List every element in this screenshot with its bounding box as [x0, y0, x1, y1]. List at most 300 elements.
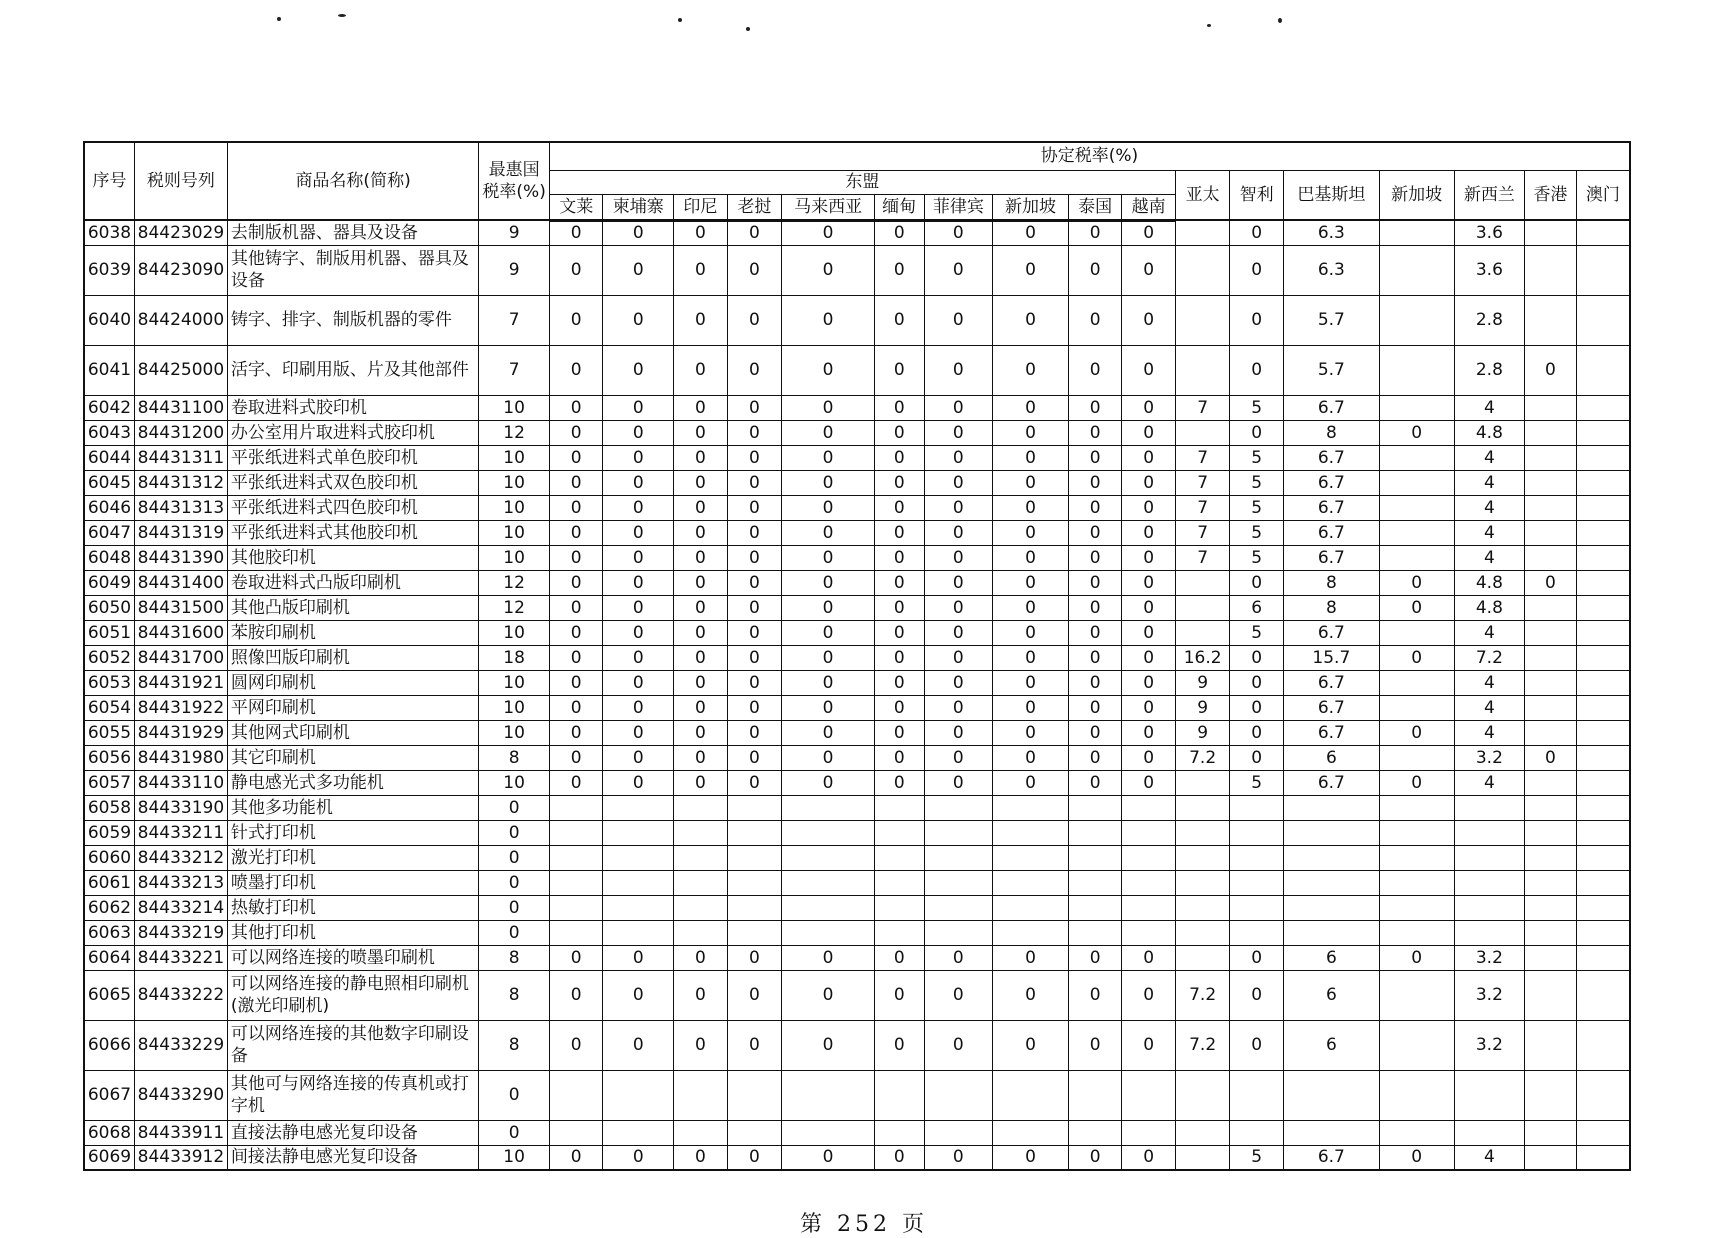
- cell-agreement-rate: 0: [1379, 945, 1454, 970]
- cell-seq: 6058: [84, 795, 134, 820]
- cell-agreement-rate: 5: [1230, 545, 1284, 570]
- cell-mfn: 12: [479, 595, 550, 620]
- cell-agreement-rate: [1576, 495, 1630, 520]
- cell-asean-rate: 0: [549, 970, 603, 1020]
- cell-asean-rate: 0: [924, 670, 993, 695]
- cell-agreement-rate: [1454, 845, 1525, 870]
- table-row: [84, 295, 1630, 345]
- cell-agreement-rate: [1576, 645, 1630, 670]
- cell-mfn: 0: [479, 870, 550, 895]
- cell-agreement-rate: [1379, 745, 1454, 770]
- cell-agreement-rate: [1525, 245, 1576, 295]
- cell-asean-rate: 0: [1068, 945, 1122, 970]
- table-row: [84, 820, 1630, 845]
- cell-asean-rate: [727, 820, 782, 845]
- cell-asean-rate: 0: [875, 245, 924, 295]
- cell-asean-rate: 0: [924, 420, 993, 445]
- cell-asean-rate: 0: [782, 620, 875, 645]
- cell-agreement-rate: 6.7: [1283, 395, 1379, 420]
- cell-asean-rate: [782, 820, 875, 845]
- cell-asean-rate: 0: [727, 945, 782, 970]
- cell-agreement-rate: 0: [1230, 670, 1284, 695]
- cell-mfn: 9: [479, 245, 550, 295]
- table-row: [84, 1120, 1630, 1145]
- cell-agreement-rate: [1576, 1020, 1630, 1070]
- cell-name: 其他可与网络连接的传真机或打字机: [227, 1070, 478, 1120]
- cell-asean-rate: 0: [549, 295, 603, 345]
- cell-asean-rate: 0: [875, 470, 924, 495]
- cell-agreement-rate: 3.6: [1454, 245, 1525, 295]
- cell-agreement-rate: 9: [1175, 695, 1230, 720]
- cell-asean-rate: 0: [1068, 645, 1122, 670]
- cell-seq: 6042: [84, 395, 134, 420]
- cell-agreement-rate: 0: [1230, 695, 1284, 720]
- cell-agreement-rate: [1525, 295, 1576, 345]
- cell-asean-rate: [875, 895, 924, 920]
- cell-agreement-rate: 8: [1283, 570, 1379, 595]
- cell-asean-rate: 0: [1122, 645, 1176, 670]
- cell-asean-rate: [549, 1070, 603, 1120]
- cell-asean-rate: 0: [603, 970, 674, 1020]
- cell-asean-rate: 0: [875, 745, 924, 770]
- cell-agreement-rate: 5: [1230, 770, 1284, 795]
- cell-agreement-rate: 6.7: [1283, 620, 1379, 645]
- cell-asean-rate: 0: [1122, 470, 1176, 495]
- cell-asean-rate: [603, 895, 674, 920]
- table-row: [84, 445, 1630, 470]
- cell-asean-rate: 0: [603, 420, 674, 445]
- cell-asean-rate: [875, 920, 924, 945]
- cell-agreement-rate: [1525, 420, 1576, 445]
- cell-code: 84431921: [134, 670, 227, 695]
- cell-agreement-rate: 0: [1230, 970, 1284, 1020]
- cell-asean-rate: 0: [875, 420, 924, 445]
- cell-agreement-rate: [1576, 895, 1630, 920]
- cell-asean-rate: 0: [727, 395, 782, 420]
- cell-name: 去制版机器、器具及设备: [227, 220, 478, 245]
- cell-asean-rate: 0: [603, 670, 674, 695]
- cell-asean-rate: [727, 895, 782, 920]
- cell-agreement-rate: 5: [1230, 470, 1284, 495]
- cell-name: 苯胺印刷机: [227, 620, 478, 645]
- cell-asean-rate: 0: [993, 1145, 1069, 1170]
- cell-asean-rate: [1122, 870, 1176, 895]
- cell-asean-rate: 0: [1068, 445, 1122, 470]
- table-row: [84, 595, 1630, 620]
- cell-seq: 6050: [84, 595, 134, 620]
- cell-agreement-rate: [1175, 795, 1230, 820]
- cell-agreement-rate: [1379, 1070, 1454, 1120]
- cell-asean-rate: 0: [1068, 220, 1122, 245]
- cell-asean-rate: 0: [1122, 695, 1176, 720]
- cell-asean-rate: 0: [603, 545, 674, 570]
- cell-asean-rate: [549, 845, 603, 870]
- cell-agreement-rate: [1175, 420, 1230, 445]
- cell-asean-rate: [782, 920, 875, 945]
- cell-seq: 6047: [84, 520, 134, 545]
- scan-speck: [1278, 18, 1282, 23]
- cell-agreement-rate: [1175, 770, 1230, 795]
- cell-agreement-rate: 6: [1283, 745, 1379, 770]
- cell-asean-rate: 0: [782, 745, 875, 770]
- cell-asean-rate: 0: [993, 570, 1069, 595]
- cell-asean-rate: 0: [1122, 945, 1176, 970]
- cell-asean-rate: 0: [1122, 570, 1176, 595]
- cell-agreement-rate: [1454, 895, 1525, 920]
- cell-asean-rate: 0: [993, 220, 1069, 245]
- cell-code: 84431980: [134, 745, 227, 770]
- cell-agreement-rate: [1283, 895, 1379, 920]
- cell-asean-rate: 0: [603, 1145, 674, 1170]
- cell-agreement-rate: [1525, 620, 1576, 645]
- cell-agreement-rate: 3.2: [1454, 1020, 1525, 1070]
- table-row: [84, 720, 1630, 745]
- cell-name: 可以网络连接的其他数字印刷设备: [227, 1020, 478, 1070]
- cell-asean-rate: 0: [993, 395, 1069, 420]
- cell-agreement-rate: [1379, 695, 1454, 720]
- cell-agreement-rate: [1175, 820, 1230, 845]
- header-other: 巴基斯坦: [1283, 170, 1379, 220]
- cell-seq: 6055: [84, 720, 134, 745]
- cell-agreement-rate: [1525, 970, 1576, 1020]
- cell-seq: 6064: [84, 945, 134, 970]
- cell-code: 84431929: [134, 720, 227, 745]
- cell-asean-rate: [603, 795, 674, 820]
- scan-speck: [678, 18, 682, 22]
- cell-agreement-rate: [1525, 720, 1576, 745]
- cell-asean-rate: 0: [727, 745, 782, 770]
- cell-asean-rate: 0: [603, 295, 674, 345]
- cell-asean-rate: 0: [727, 695, 782, 720]
- cell-asean-rate: 0: [1122, 620, 1176, 645]
- cell-agreement-rate: 6.7: [1283, 470, 1379, 495]
- cell-agreement-rate: [1175, 1070, 1230, 1120]
- cell-asean-rate: 0: [1068, 745, 1122, 770]
- cell-asean-rate: 0: [674, 770, 728, 795]
- cell-mfn: 0: [479, 1120, 550, 1145]
- cell-mfn: 10: [479, 520, 550, 545]
- header-other: 智利: [1230, 170, 1284, 220]
- cell-agreement-rate: [1454, 1070, 1525, 1120]
- cell-name: 平张纸进料式其他胶印机: [227, 520, 478, 545]
- cell-asean-rate: 0: [924, 620, 993, 645]
- cell-asean-rate: 0: [924, 520, 993, 545]
- cell-agreement-rate: 4: [1454, 695, 1525, 720]
- cell-agreement-rate: [1175, 345, 1230, 395]
- cell-mfn: 8: [479, 945, 550, 970]
- cell-agreement-rate: [1230, 1120, 1284, 1145]
- cell-asean-rate: 0: [875, 295, 924, 345]
- cell-agreement-rate: 7: [1175, 545, 1230, 570]
- header-asean: 东盟: [549, 170, 1175, 194]
- cell-asean-rate: [674, 820, 728, 845]
- cell-code: 84433222: [134, 970, 227, 1020]
- table-row: [84, 695, 1630, 720]
- cell-agreement-rate: [1230, 870, 1284, 895]
- header-asean-member: 菲律宾: [924, 194, 993, 220]
- cell-name: 喷墨打印机: [227, 870, 478, 895]
- header-other: 澳门: [1576, 170, 1630, 220]
- cell-asean-rate: 0: [674, 670, 728, 695]
- cell-asean-rate: 0: [1068, 595, 1122, 620]
- page-number: 第 252 页: [800, 1212, 928, 1237]
- cell-asean-rate: [782, 1070, 875, 1120]
- cell-asean-rate: [875, 845, 924, 870]
- cell-asean-rate: 0: [603, 695, 674, 720]
- cell-asean-rate: 0: [924, 570, 993, 595]
- cell-asean-rate: 0: [603, 220, 674, 245]
- cell-name: 其它印刷机: [227, 745, 478, 770]
- cell-name: 静电感光式多功能机: [227, 770, 478, 795]
- cell-agreement-rate: 6: [1283, 945, 1379, 970]
- cell-agreement-rate: 15.7: [1283, 645, 1379, 670]
- cell-agreement-rate: [1454, 920, 1525, 945]
- cell-asean-rate: 0: [875, 770, 924, 795]
- header-seq: 序号: [84, 142, 134, 220]
- cell-asean-rate: 0: [549, 645, 603, 670]
- cell-asean-rate: 0: [1122, 545, 1176, 570]
- cell-agreement-rate: [1230, 820, 1284, 845]
- cell-asean-rate: 0: [603, 645, 674, 670]
- cell-seq: 6046: [84, 495, 134, 520]
- cell-agreement-rate: 4: [1454, 445, 1525, 470]
- cell-agreement-rate: [1525, 695, 1576, 720]
- cell-agreement-rate: 5: [1230, 445, 1284, 470]
- cell-asean-rate: 0: [674, 595, 728, 620]
- cell-agreement-rate: [1576, 920, 1630, 945]
- cell-seq: 6038: [84, 220, 134, 245]
- cell-agreement-rate: 6.7: [1283, 520, 1379, 545]
- cell-asean-rate: 0: [1068, 245, 1122, 295]
- cell-agreement-rate: [1576, 245, 1630, 295]
- cell-asean-rate: 0: [674, 620, 728, 645]
- cell-asean-rate: 0: [875, 645, 924, 670]
- cell-agreement-rate: 5: [1230, 620, 1284, 645]
- cell-asean-rate: 0: [782, 495, 875, 520]
- cell-asean-rate: [875, 795, 924, 820]
- cell-asean-rate: 0: [549, 670, 603, 695]
- cell-agreement-rate: [1576, 470, 1630, 495]
- cell-asean-rate: 0: [727, 445, 782, 470]
- cell-agreement-rate: 6.7: [1283, 670, 1379, 695]
- cell-agreement-rate: 6: [1230, 595, 1284, 620]
- cell-agreement-rate: 7.2: [1175, 1020, 1230, 1070]
- cell-agreement-rate: 0: [1525, 345, 1576, 395]
- cell-agreement-rate: 0: [1230, 945, 1284, 970]
- header-asean-member: 新加坡: [993, 194, 1069, 220]
- cell-agreement-rate: [1379, 495, 1454, 520]
- cell-asean-rate: 0: [1068, 395, 1122, 420]
- cell-asean-rate: 0: [549, 1020, 603, 1070]
- cell-agreement-rate: 6: [1283, 1020, 1379, 1070]
- cell-agreement-rate: [1576, 295, 1630, 345]
- cell-asean-rate: 0: [993, 670, 1069, 695]
- cell-code: 84431600: [134, 620, 227, 645]
- cell-agreement-rate: 0: [1230, 220, 1284, 245]
- cell-agreement-rate: 0: [1379, 1145, 1454, 1170]
- cell-agreement-rate: [1379, 920, 1454, 945]
- cell-name: 办公室用片取进料式胶印机: [227, 420, 478, 445]
- cell-agreement-rate: [1576, 720, 1630, 745]
- cell-mfn: 7: [479, 295, 550, 345]
- cell-asean-rate: 0: [549, 545, 603, 570]
- cell-asean-rate: 0: [1068, 470, 1122, 495]
- cell-asean-rate: 0: [674, 1020, 728, 1070]
- cell-agreement-rate: [1379, 895, 1454, 920]
- table-row: [84, 970, 1630, 1020]
- cell-asean-rate: 0: [549, 945, 603, 970]
- table-header: [84, 142, 1630, 220]
- header-asean-member: 泰国: [1068, 194, 1122, 220]
- cell-asean-rate: [782, 795, 875, 820]
- cell-asean-rate: 0: [924, 1020, 993, 1070]
- table-row: [84, 495, 1630, 520]
- cell-asean-rate: [603, 920, 674, 945]
- cell-agreement-rate: 5: [1230, 1145, 1284, 1170]
- table-row: [84, 1145, 1630, 1170]
- cell-agreement-rate: [1454, 795, 1525, 820]
- cell-agreement-rate: 6.7: [1283, 445, 1379, 470]
- cell-asean-rate: [549, 920, 603, 945]
- cell-agreement-rate: 0: [1379, 645, 1454, 670]
- cell-asean-rate: 0: [1068, 620, 1122, 645]
- header-asean-member: 老挝: [727, 194, 782, 220]
- table-row: [84, 420, 1630, 445]
- cell-agreement-rate: 4.8: [1454, 420, 1525, 445]
- cell-code: 84433110: [134, 770, 227, 795]
- cell-asean-rate: 0: [1122, 245, 1176, 295]
- cell-asean-rate: 0: [674, 545, 728, 570]
- cell-asean-rate: [549, 795, 603, 820]
- cell-agreement-rate: 4: [1454, 470, 1525, 495]
- cell-asean-rate: 0: [782, 420, 875, 445]
- cell-asean-rate: 0: [875, 520, 924, 545]
- cell-name: 平张纸进料式双色胶印机: [227, 470, 478, 495]
- cell-asean-rate: [603, 845, 674, 870]
- cell-asean-rate: 0: [674, 570, 728, 595]
- cell-code: 84433212: [134, 845, 227, 870]
- cell-asean-rate: 0: [993, 420, 1069, 445]
- cell-agreement-rate: 4.8: [1454, 595, 1525, 620]
- cell-asean-rate: [782, 870, 875, 895]
- cell-agreement-rate: 0: [1230, 420, 1284, 445]
- cell-agreement-rate: 9: [1175, 670, 1230, 695]
- cell-asean-rate: 0: [603, 445, 674, 470]
- cell-name: 热敏打印机: [227, 895, 478, 920]
- cell-mfn: 10: [479, 395, 550, 420]
- cell-seq: 6060: [84, 845, 134, 870]
- cell-asean-rate: 0: [782, 670, 875, 695]
- cell-agreement-rate: 7: [1175, 470, 1230, 495]
- cell-agreement-rate: 7: [1175, 395, 1230, 420]
- cell-asean-rate: 0: [603, 620, 674, 645]
- cell-asean-rate: [993, 795, 1069, 820]
- cell-mfn: 10: [479, 720, 550, 745]
- cell-asean-rate: 0: [993, 545, 1069, 570]
- cell-agreement-rate: 7.2: [1175, 745, 1230, 770]
- cell-mfn: 12: [479, 570, 550, 595]
- cell-asean-rate: [782, 895, 875, 920]
- cell-agreement-rate: 4: [1454, 620, 1525, 645]
- cell-asean-rate: 0: [727, 1020, 782, 1070]
- cell-asean-rate: 0: [727, 570, 782, 595]
- cell-asean-rate: 0: [875, 545, 924, 570]
- cell-code: 84431313: [134, 495, 227, 520]
- cell-agreement-rate: [1379, 545, 1454, 570]
- cell-mfn: 18: [479, 645, 550, 670]
- cell-agreement-rate: [1576, 770, 1630, 795]
- cell-agreement-rate: [1379, 245, 1454, 295]
- cell-agreement-rate: [1283, 870, 1379, 895]
- cell-agreement-rate: [1525, 770, 1576, 795]
- cell-name: 其他胶印机: [227, 545, 478, 570]
- header-asean-member: 印尼: [674, 194, 728, 220]
- cell-asean-rate: 0: [1122, 295, 1176, 345]
- cell-asean-rate: 0: [603, 395, 674, 420]
- cell-asean-rate: 0: [549, 595, 603, 620]
- cell-asean-rate: 0: [603, 570, 674, 595]
- cell-asean-rate: 0: [782, 1145, 875, 1170]
- cell-seq: 6067: [84, 1070, 134, 1120]
- cell-name: 圆网印刷机: [227, 670, 478, 695]
- cell-asean-rate: 0: [875, 1145, 924, 1170]
- cell-agreement-rate: [1283, 820, 1379, 845]
- cell-asean-rate: 0: [549, 220, 603, 245]
- cell-asean-rate: 0: [1122, 345, 1176, 395]
- cell-agreement-rate: 6.7: [1283, 495, 1379, 520]
- cell-agreement-rate: [1379, 345, 1454, 395]
- cell-agreement-rate: [1230, 1070, 1284, 1120]
- cell-asean-rate: [549, 870, 603, 895]
- cell-asean-rate: 0: [782, 570, 875, 595]
- header-asean-member: 缅甸: [875, 194, 924, 220]
- cell-code: 84433290: [134, 1070, 227, 1120]
- cell-code: 84431700: [134, 645, 227, 670]
- cell-asean-rate: 0: [603, 520, 674, 545]
- table-row: [84, 520, 1630, 545]
- cell-asean-rate: [1068, 1120, 1122, 1145]
- cell-asean-rate: [674, 1070, 728, 1120]
- cell-agreement-rate: [1175, 845, 1230, 870]
- cell-name: 平张纸进料式四色胶印机: [227, 495, 478, 520]
- cell-asean-rate: 0: [993, 295, 1069, 345]
- cell-asean-rate: 0: [1068, 970, 1122, 1020]
- cell-code: 84433219: [134, 920, 227, 945]
- cell-asean-rate: 0: [782, 520, 875, 545]
- cell-asean-rate: 0: [782, 220, 875, 245]
- cell-asean-rate: 0: [727, 1145, 782, 1170]
- cell-asean-rate: [782, 1120, 875, 1145]
- cell-agreement-rate: 6.3: [1283, 245, 1379, 295]
- cell-asean-rate: 0: [1122, 395, 1176, 420]
- cell-asean-rate: 0: [674, 295, 728, 345]
- cell-agreement-rate: [1525, 520, 1576, 545]
- cell-mfn: 10: [479, 770, 550, 795]
- cell-asean-rate: [1068, 870, 1122, 895]
- cell-agreement-rate: [1283, 920, 1379, 945]
- cell-code: 84431100: [134, 395, 227, 420]
- table-row: [84, 470, 1630, 495]
- cell-asean-rate: 0: [875, 570, 924, 595]
- cell-mfn: 10: [479, 620, 550, 645]
- cell-asean-rate: 0: [1068, 420, 1122, 445]
- cell-agreement-rate: 5.7: [1283, 295, 1379, 345]
- cell-asean-rate: 0: [924, 745, 993, 770]
- cell-asean-rate: [727, 920, 782, 945]
- scan-speck: [277, 17, 281, 21]
- cell-asean-rate: 0: [993, 495, 1069, 520]
- cell-asean-rate: [993, 1120, 1069, 1145]
